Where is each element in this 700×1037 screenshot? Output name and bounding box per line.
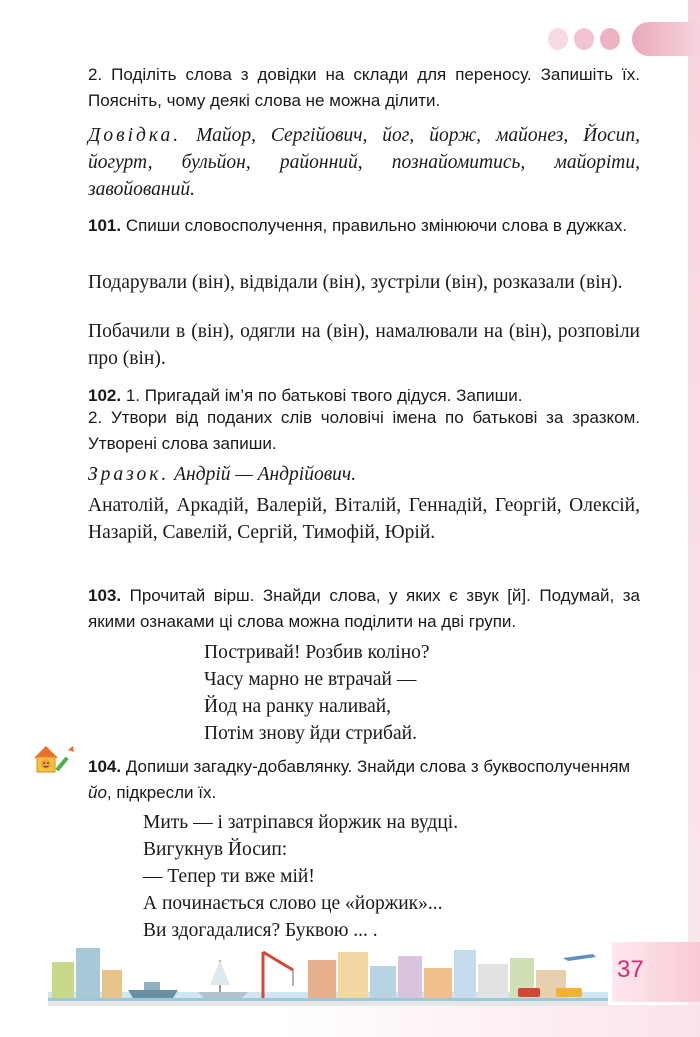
exercise-number: 103. (88, 586, 122, 605)
exercise-102-task-2: 2. Утвори від поданих слів чоловічі імена по батькові за зразком. Утворені слова запиши. (88, 408, 640, 453)
task-text: Спиши словосполучення, правильно змінюючи слова в дужках. (125, 216, 628, 235)
exercise-101-line-2: Побачили в (він), одягли на (він), намалювали на (він), розповіли про (він). (88, 321, 640, 369)
poem-line: Потім знову йди стрибай. (204, 723, 417, 744)
exercise-number: 102. (88, 386, 122, 405)
task-text: Допиши загадку-добавлянку. Знайди слова з буквосполученням (125, 757, 631, 776)
exercise-102-names: Анатолій, Аркадій, Валерій, Віталій, Геннадій, Георгій, Олексій, Назарій, Савелій, Сергій, Тимофій, Юрій. (88, 495, 640, 543)
decor-dot (600, 28, 620, 50)
poem-line: А починається слово це «йоржик»... (143, 893, 443, 914)
decor-tab (632, 22, 700, 56)
decor-dot (574, 28, 594, 50)
page-number: 37 (617, 956, 644, 983)
reference-label: Довідка. (88, 125, 182, 146)
sample-text: Андрій — Андрійович. (174, 464, 357, 485)
footer-band (0, 1005, 700, 1037)
exercise-number: 104. (88, 757, 122, 776)
sample-label: Зразок. (88, 464, 170, 485)
poem-line: Постривай! Розбив коліно? (204, 642, 430, 663)
exercise-102-sample (88, 461, 640, 488)
task-text-italic: йо (88, 783, 107, 802)
decor-dot (548, 28, 568, 50)
exercise-100-reference (88, 122, 640, 203)
exercise-104-task (88, 754, 640, 806)
exercise-104-poem (143, 809, 458, 944)
poem-line: Часу марно не втрачай — (204, 669, 417, 690)
poem-line: Йод на ранку наливай, (204, 696, 392, 717)
city-illustration (48, 940, 608, 1006)
task-text: 1. Пригадай ім’я по батькові твого дідуся. Запиши. (125, 386, 523, 405)
exercise-103-task (88, 583, 640, 635)
poem-line: Мить — і затріпався йоржик на вудці. (143, 812, 459, 833)
page-edge-band (688, 0, 700, 1037)
poem-line: — Тепер ти вже мій! (143, 866, 315, 887)
reference-words: Майор, Сергійович, йог, йорж, майонез, Йосип, йогурт, бульйон, районний, познайомитись, майоріти, завойований. (88, 125, 641, 200)
exercise-101-line-1: Подарували (він), відвідали (він), зустріли (він), розказали (він). (88, 272, 623, 293)
house-pencil-icon (32, 742, 78, 776)
poem-line: Ви здогадалися? Буквою ... . (143, 920, 378, 941)
exercise-103-poem (204, 639, 430, 747)
task-text-end: , підкресли їх. (106, 783, 217, 802)
poem-line: Вигукнув Йосип: (143, 839, 288, 860)
exercise-101-task (88, 213, 640, 239)
exercise-100-task: 2. Поділіть слова з довідки на склади для переносу. Запишіть їх. Поясніть, чому деякі слова не можна ділити. (88, 65, 640, 110)
task-text: Прочитай вірш. Знайди слова, у яких є звук [й]. Подумай, за якими ознаками ці слова можна поділити на дві групи. (88, 586, 641, 631)
exercise-number: 101. (88, 216, 122, 235)
